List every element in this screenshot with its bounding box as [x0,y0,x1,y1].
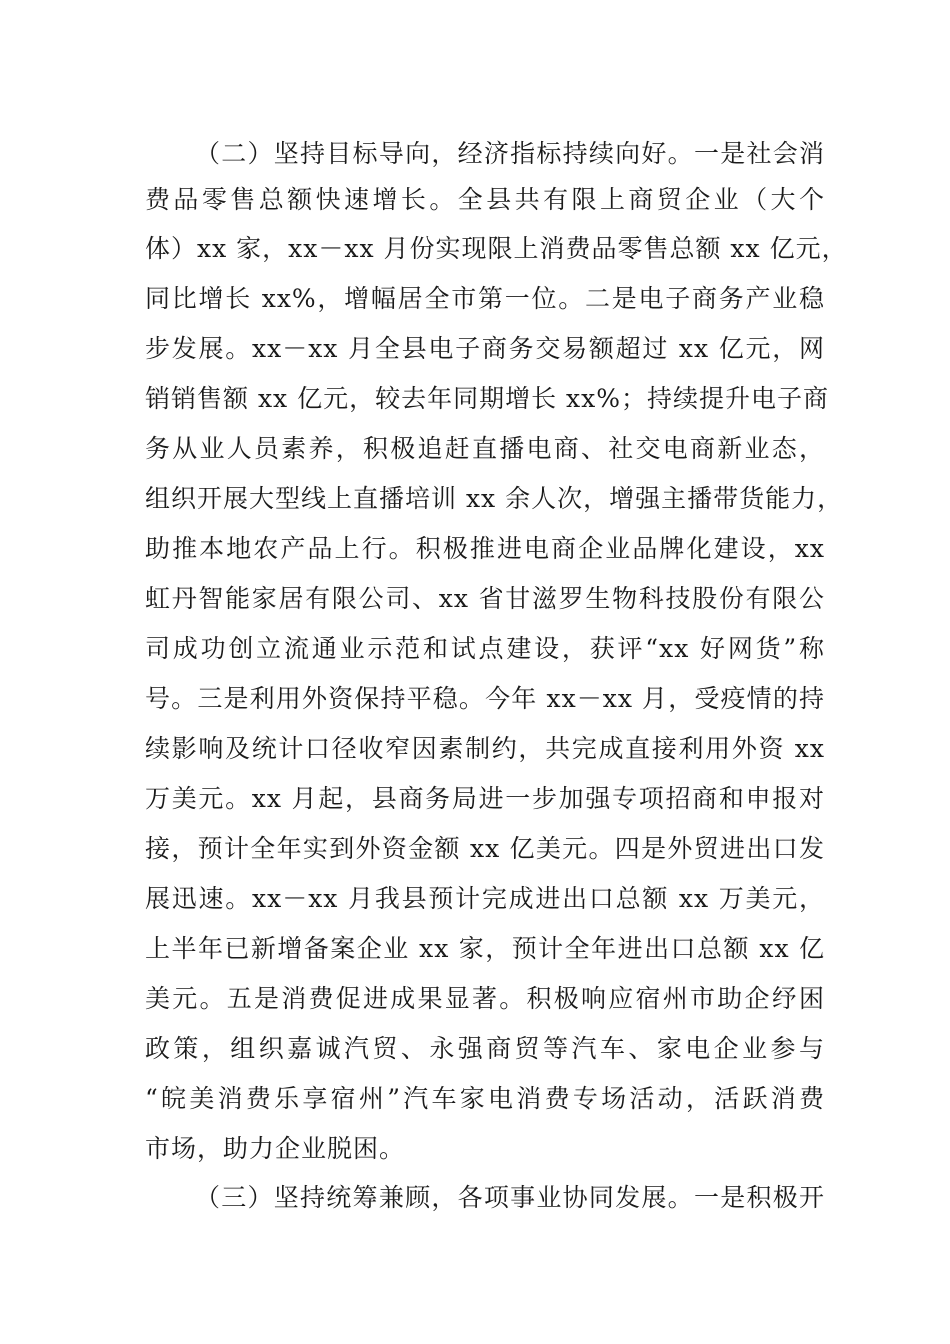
text-line: 上半年已新增备案企业 xx 家，预计全年进出口总额 xx 亿 [145,934,825,963]
text-line: 万美元。xx 月起，县商务局进一步加强专项招商和申报对 [145,784,825,813]
text-line: （三）坚持统筹兼顾，各项事业协同发展。一是积极开 [195,1183,825,1212]
text-line: 续影响及统计口径收窄因素制约，共完成直接利用外资 xx [145,734,825,763]
text-line: 号。三是利用外资保持平稳。今年 xx－xx 月，受疫情的持 [145,684,825,713]
text-line: 销销售额 xx 亿元，较去年同期增长 xx%；持续提升电子商 [145,384,829,413]
text-line: 接，预计全年实到外资金额 xx 亿美元。四是外贸进出口发 [145,834,825,863]
text-line: 费品零售总额快速增长。全县共有限上商贸企业（大个 [145,185,825,214]
text-line: 美元。五是消费促进成果显著。积极响应宿州市助企纾困 [145,984,825,1013]
text-line: 步发展。xx－xx 月全县电子商务交易额超过 xx 亿元，网 [145,334,825,363]
text-line: 同比增长 xx%，增幅居全市第一位。二是电子商务产业稳 [145,284,825,313]
text-line: 组织开展大型线上直播培训 xx 余人次，增强主播带货能力， [145,484,844,513]
text-line: 虹丹智能家居有限公司、xx 省甘滋罗生物科技股份有限公 [145,584,825,613]
text-line: 务从业人员素养，积极追赶直播电商、社交电商新业态， [145,434,825,463]
text-line: 展迅速。xx－xx 月我县预计完成进出口总额 xx 万美元， [145,884,825,913]
text-line-last: 市场，助力企业脱困。 [145,1134,406,1163]
text-line: （二）坚持目标导向，经济指标持续向好。一是社会消 [195,139,825,168]
text-line: 助推本地农产品上行。积极推进电商企业品牌化建设，xx [145,534,825,563]
text-line: “皖美消费乐享宿州”汽车家电消费专场活动，活跃消费 [145,1084,825,1113]
text-line: 司成功创立流通业示范和试点建设，获评“xx 好网货”称 [145,634,825,663]
text-line: 政策，组织嘉诚汽贸、永强商贸等汽车、家电企业参与 [145,1034,825,1063]
text-line: 体）xx 家，xx－xx 月份实现限上消费品零售总额 xx 亿元， [145,234,848,263]
